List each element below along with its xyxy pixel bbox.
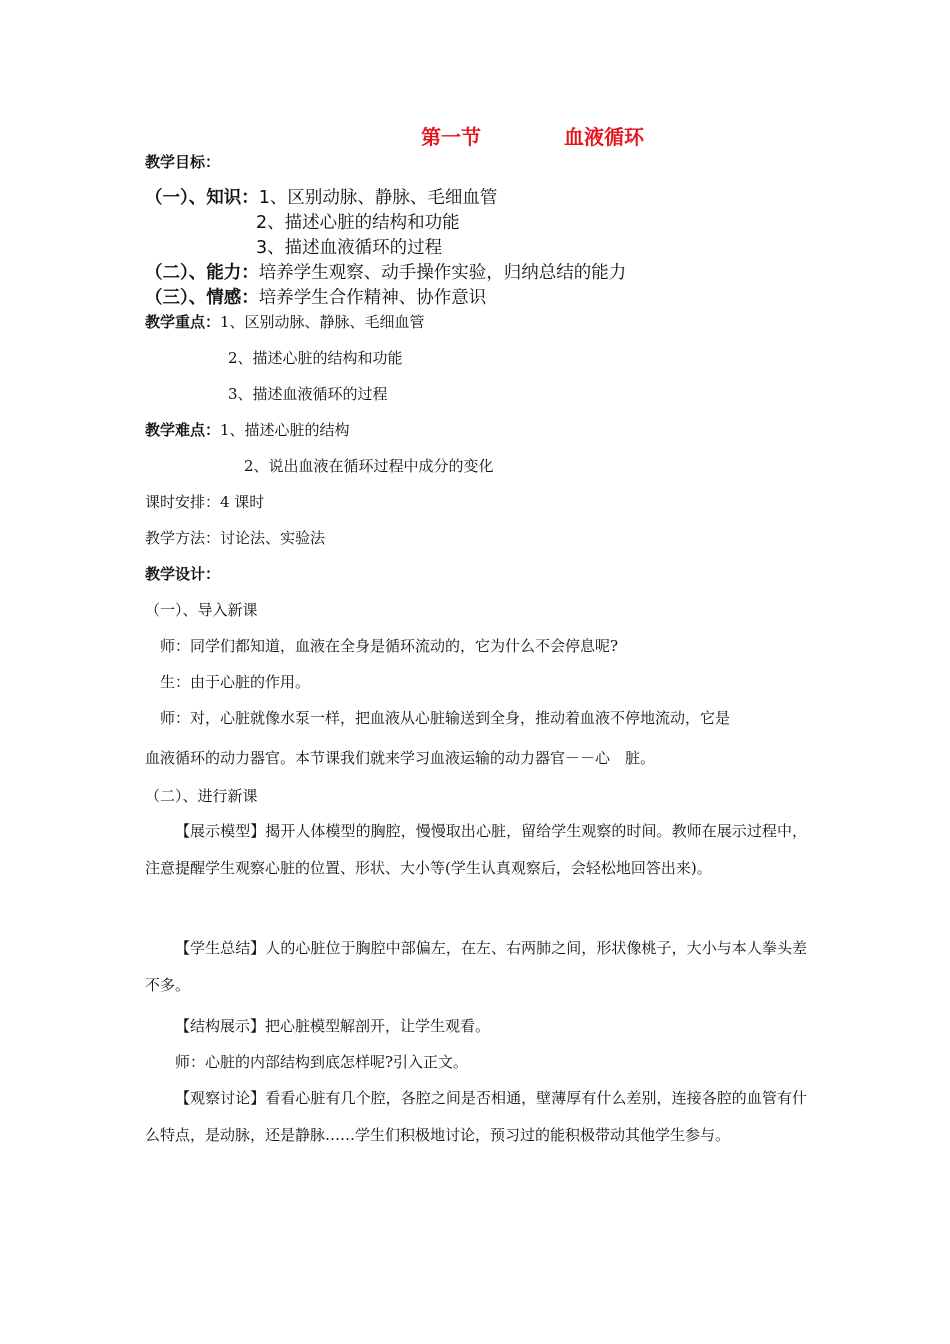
section-title: 血液循环 — [564, 125, 644, 149]
key-point-item: 3、描述血液循环的过程 — [228, 385, 388, 403]
ability-label: （二）、能力： — [145, 263, 259, 283]
schedule: 课时安排：4 课时 — [145, 493, 265, 511]
emotion-label: （三）、情感： — [145, 288, 259, 308]
knowledge-label: （一）、知识： — [145, 188, 259, 208]
knowledge-item: 1、区别动脉、静脉、毛细血管 — [258, 188, 498, 208]
knowledge-item: 3、描述血液循环的过程 — [256, 238, 443, 258]
key-point-item: 1、区别动脉、静脉、毛细血管 — [220, 313, 425, 331]
teacher-line: 师：对，心脏就像水泵一样，把血液从心脏输送到全身，推动着血液不停地流动，它是 — [160, 709, 731, 727]
knowledge-row — [145, 186, 497, 210]
objectives-heading: 教学目标： — [145, 153, 221, 171]
structure-show-paragraph: 【结构展示】把心脏模型解剖开，让学生观看。 — [175, 1017, 491, 1035]
methods: 教学方法：讨论法、实验法 — [145, 529, 326, 547]
show-model-paragraph: 【展示模型】揭开人体模型的胸腔，慢慢取出心脏，留给学生观察的时间。教师在展示过程中，注意提醒学生观察心脏的位置、形状、大小等(学生认真观察后，会轻松地回答出来)。 — [145, 822, 807, 877]
part1-heading: （一）、导入新课 — [145, 601, 258, 619]
discussion-paragraph: 【观察讨论】看看心脏有几个腔，各腔之间是否相通，壁薄厚有什么差别，连接各腔的血管有什么特点，是动脉，还是静脉……学生们积极地讨论，预习过的能积极带动其他学生参与。 — [145, 1089, 807, 1144]
difficulties-label: 教学难点： — [145, 421, 221, 439]
difficulty-item: 2、说出血液在循环过程中成分的变化 — [244, 457, 494, 475]
emotion-row — [145, 286, 486, 310]
difficulties-row — [145, 420, 350, 440]
key-points-row — [145, 312, 425, 332]
difficulty-item: 1、描述心脏的结构 — [220, 421, 350, 439]
part2-heading: （二）、进行新课 — [145, 787, 258, 805]
knowledge-item: 2、描述心脏的结构和功能 — [256, 213, 460, 233]
teacher-question-paragraph: 师：心脏的内部结构到底怎样呢?引入正文。 — [175, 1053, 469, 1071]
student-summary-paragraph: 【学生总结】人的心脏位于胸腔中部偏左，在左、右两肺之间，形状像桃子，大小与本人拳头差不多。 — [145, 939, 807, 994]
student-line: 生：由于心脏的作用。 — [160, 673, 311, 691]
key-point-item: 2、描述心脏的结构和功能 — [228, 349, 403, 367]
design-heading: 教学设计： — [145, 565, 221, 583]
ability-text: 培养学生观察、动手操作实验，归纳总结的能力 — [258, 263, 627, 283]
teacher-line-continued: 血液循环的动力器官。本节课我们就来学习血液运输的动力器官－－心 脏。 — [145, 749, 656, 767]
teacher-line: 师：同学们都知道，血液在全身是循环流动的，它为什么不会停息呢? — [160, 637, 619, 655]
section-number: 第一节 — [421, 125, 481, 149]
emotion-text: 培养学生合作精神、协作意识 — [258, 288, 487, 308]
ability-row — [145, 261, 626, 285]
key-points-label: 教学重点： — [145, 313, 221, 331]
